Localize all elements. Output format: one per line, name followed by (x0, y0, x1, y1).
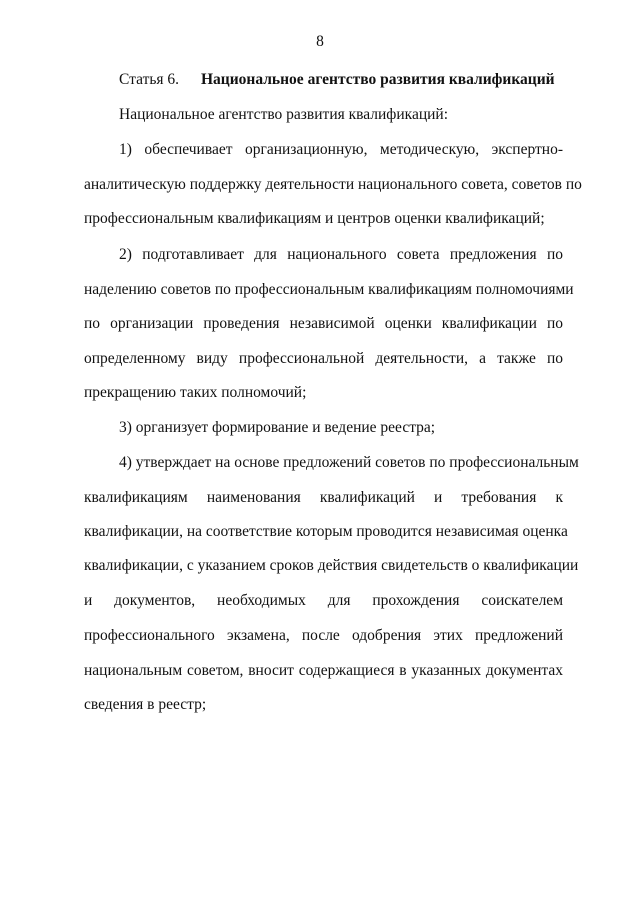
intro-line: Национальное агентство развития квалификаций: (119, 106, 449, 123)
item-4-line-2: квалификациям наименования квалификаций и требования к (84, 489, 563, 506)
article-label: Статья 6. (119, 71, 180, 88)
item-4-line-3: квалификации, на соответствие которым проводится независимая оценка (84, 523, 568, 540)
item-4-line-8: сведения в реестр; (84, 696, 207, 713)
item-4-line-5: и документов, необходимых для прохождения соискателем (84, 592, 563, 609)
article-title: Национальное агентство развития квалификаций (201, 71, 555, 88)
item-4-line-6: профессионального экзамена, после одобрения этих предложений (84, 627, 563, 644)
article-heading (119, 71, 555, 89)
item-1-line-3: профессиональным квалификациям и центров оценки квалификаций; (84, 210, 545, 227)
item-1-line-2: аналитическую поддержку деятельности национального совета, советов по (84, 176, 582, 193)
item-4-line-4: квалификации, с указанием сроков действия свидетельств о квалификации (84, 557, 579, 574)
item-4-line-1: 4) утверждает на основе предложений советов по профессиональным (119, 454, 579, 471)
item-2-line-3: по организации проведения независимой оценки квалификации по (84, 315, 563, 332)
item-4-line-7: национальным советом, вносит содержащиеся в указанных документах (84, 662, 563, 679)
item-2-line-1: 2) подготавливает для национального совета предложения по (119, 246, 563, 263)
item-3-line-1: 3) организует формирование и ведение реестра; (119, 419, 436, 436)
item-2-line-5: прекращению таких полномочий; (84, 384, 307, 401)
item-2-line-2: наделению советов по профессиональным квалификациям полномочиями (84, 281, 574, 298)
page-number: 8 (316, 33, 324, 50)
item-1-line-1: 1) обеспечивает организационную, методическую, экспертно- (119, 141, 563, 158)
item-2-line-4: определенному виду профессиональной деятельности, а также по (84, 350, 563, 367)
